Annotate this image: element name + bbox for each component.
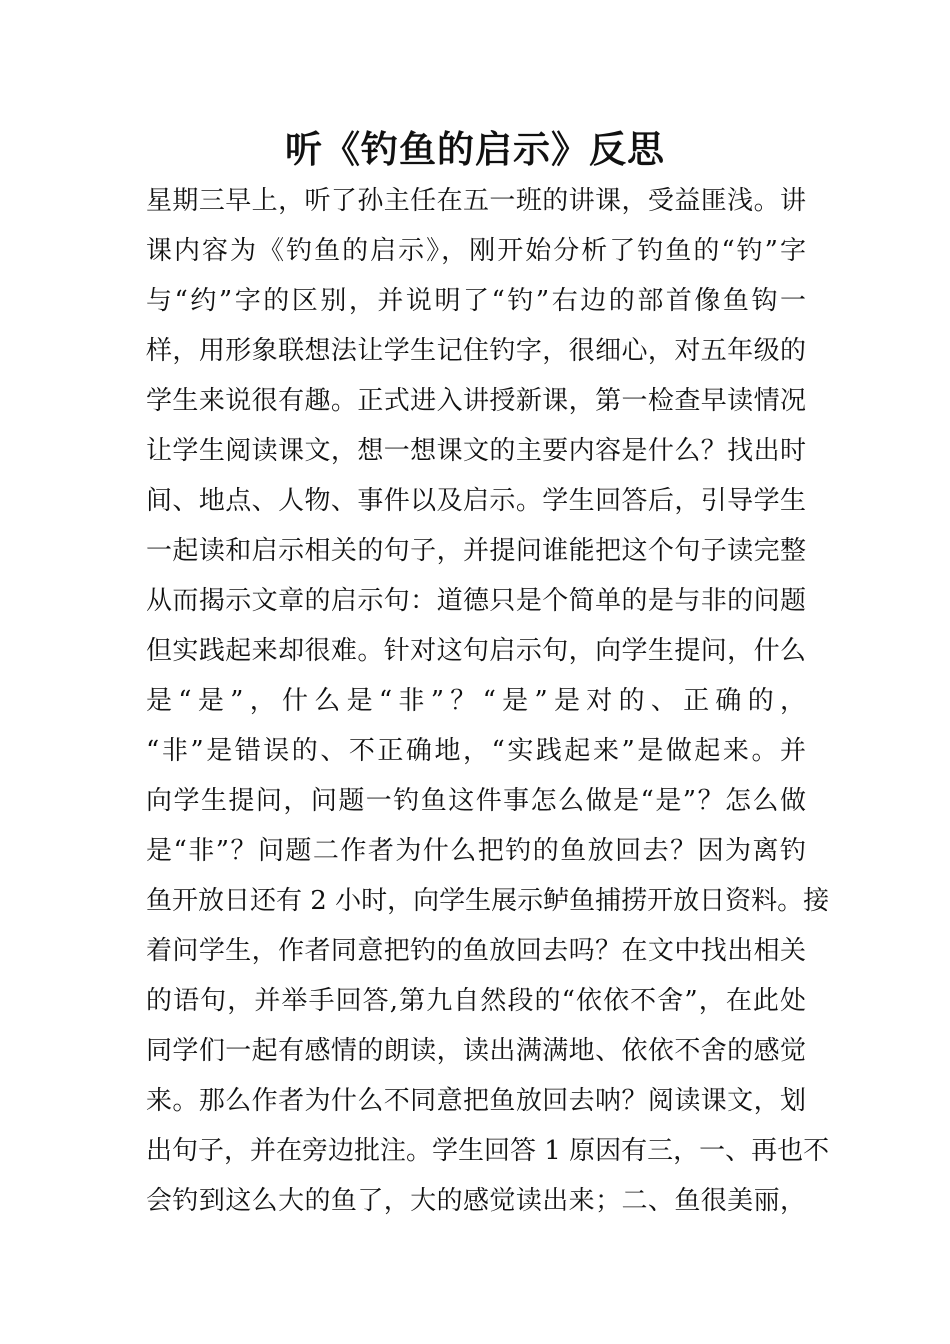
body-line: 星期三早上，听了孙主任在五一班的讲课，受益匪浅。讲 [146, 186, 806, 216]
body-line: 同学们一起有感情的朗读，读出满满地、依依不舍的感觉 [146, 1036, 806, 1066]
body-line: 让学生阅读课文，想一想课文的主要内容是什么？找出时 [146, 436, 806, 466]
document-title: 听《钓鱼的启示》反思 [285, 128, 665, 171]
body-line: 但实践起来却很难。针对这句启示句，向学生提问，什么 [146, 636, 806, 666]
body-line: 的语句，并举手回答,第九自然段的“依依不舍”，在此处 [146, 986, 806, 1016]
body-line: 是“非”？问题二作者为什么把钓的鱼放回去？因为离钓 [146, 836, 806, 866]
body-line: 与“约”字的区别，并说明了“钓”右边的部首像鱼钩一 [146, 286, 806, 316]
body-line: 是“是”，什么是“非”？“是”是对的、正确的， [146, 686, 806, 716]
body-line: “非”是错误的、不正确地，“实践起来”是做起来。并 [146, 736, 806, 766]
document-body [146, 176, 830, 1226]
body-line: 样，用形象联想法让学生记住钓字，很细心，对五年级的 [146, 336, 806, 366]
body-line: 课内容为《钓鱼的启示》，刚开始分析了钓鱼的“钓”字 [146, 236, 806, 266]
body-line: 鱼开放日还有 2 小时，向学生展示鲈鱼捕捞开放日资料。接 [146, 886, 830, 916]
body-line: 着问学生，作者同意把钓的鱼放回去吗？在文中找出相关 [146, 936, 806, 966]
body-line: 向学生提问，问题一钓鱼这件事怎么做是“是”？怎么做 [146, 786, 806, 816]
body-line: 一起读和启示相关的句子，并提问谁能把这个句子读完整 [146, 536, 806, 566]
body-line: 来。那么作者为什么不同意把鱼放回去呐？阅读课文，划 [146, 1086, 806, 1116]
body-line: 会钓到这么大的鱼了，大的感觉读出来；二、鱼很美丽， [146, 1186, 806, 1216]
body-line: 学生来说很有趣。正式进入讲授新课，第一检查早读情况 [146, 386, 806, 416]
body-line: 间、地点、人物、事件以及启示。学生回答后，引导学生 [146, 486, 806, 516]
body-line: 从而揭示文章的启示句：道德只是个简单的是与非的问题 [146, 586, 806, 616]
body-line: 出句子，并在旁边批注。学生回答 1 原因有三，一、再也不 [146, 1136, 830, 1166]
